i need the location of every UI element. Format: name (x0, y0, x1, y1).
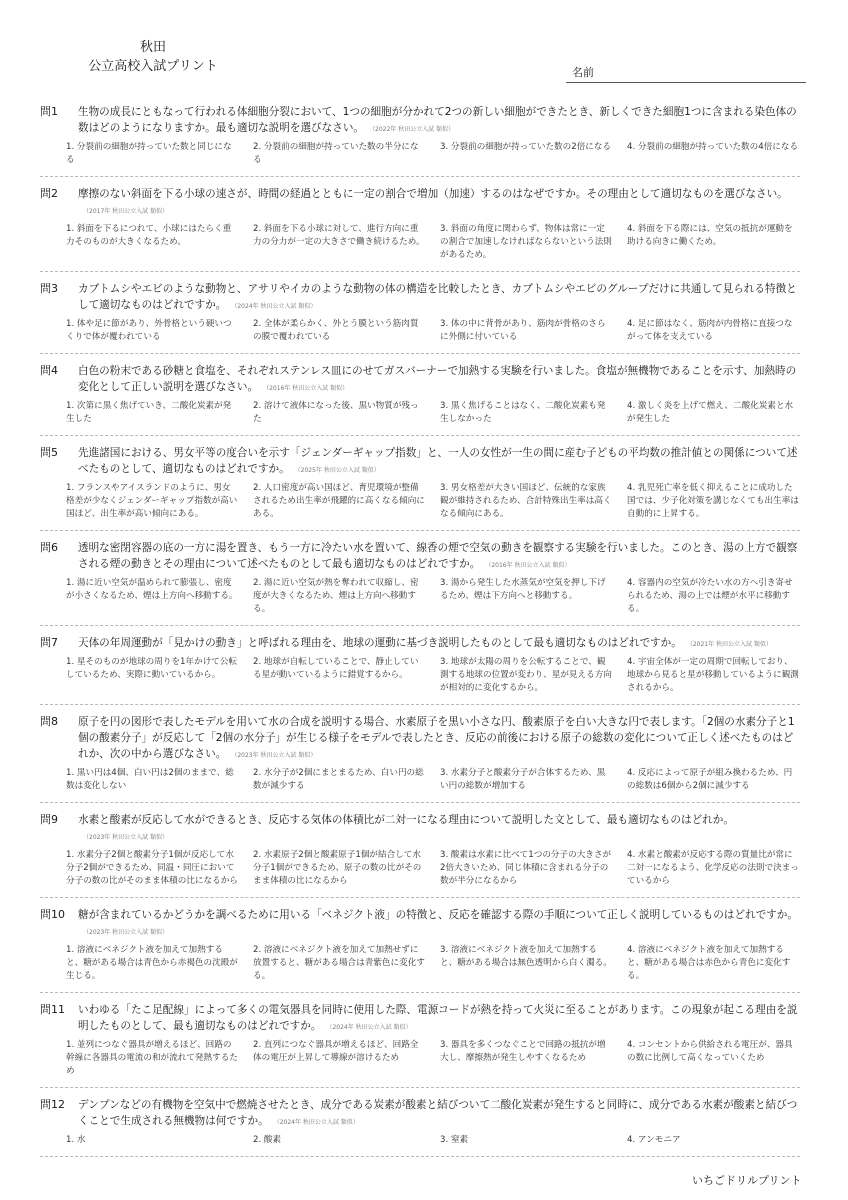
option-row (40, 400, 800, 426)
option-row (40, 849, 800, 888)
question-number: 問7 (40, 636, 58, 649)
option-row (40, 944, 800, 983)
answer-option[interactable]: 4. 乳児死亡率を低く抑えることに成功した国では、少子化対策を講じなくても出生率は自動的に上昇する。 (627, 483, 799, 519)
question-text: いわゆる「たこ足配線」によって多くの電気器具を同時に使用した際、電源コードが熱を持って火災に至ることがあります。この現象が起こる理由を説明したものとして、最も適切なものはどれですか。 (78, 1004, 798, 1032)
answer-option[interactable]: 1. 湯に近い空気が温められて膨張し、密度が小さくなるため、煙は上方向へ移動する。 (66, 578, 238, 601)
answer-option[interactable]: 2. 地球が自転していることで、静止している星が動いているように錯覚するから。 (253, 657, 419, 680)
answer-option[interactable]: 4. コンセントから供給される電圧が、器具の数に比例して高くなっていくため (627, 1040, 793, 1063)
question-source: （2023年 秋田公立入試 類似） (234, 752, 317, 759)
question-list (40, 104, 800, 1166)
question-block (40, 635, 800, 705)
option-row (40, 141, 800, 167)
answer-option[interactable]: 3. 酸素は水素に比べて1つの分子の大きさが2倍大きいため、同じ体積に含まれる分子の数が半分になるから (440, 850, 612, 886)
question-source: （2016年 秋田公立入試 類似） (488, 562, 571, 569)
answer-option[interactable]: 2. 水分子が2個にまとまるため、白い円の総数が減少する (253, 768, 424, 791)
question-stem (40, 812, 800, 846)
answer-option[interactable]: 1. 溶液にベネジクト液を加えて加熱すると、糖がある場合は青色から赤褐色の沈殿が生じる。 (66, 945, 238, 981)
question-number: 問8 (40, 715, 58, 728)
question-text: カブトムシやエビのような動物と、アサリやイカのような動物の体の構造を比較したとき、カブトムシやエビのグループだけに共通して見られる特徴として適切なものはどれですか。 (78, 283, 797, 311)
answer-option[interactable]: 2. 湯に近い空気が熱を奪われて収縮し、密度が大きくなるため、煙は上方向へ移動する。 (253, 578, 419, 614)
question-stem (40, 1002, 800, 1036)
question-number: 問2 (40, 187, 58, 200)
question-source: （2017年 秋田公立入試 類似） (86, 208, 169, 215)
option-row (40, 482, 800, 521)
question-block (40, 1002, 800, 1088)
question-number: 問4 (40, 364, 58, 377)
question-number: 問10 (40, 908, 65, 921)
option-row (40, 1134, 800, 1147)
question-text: 水素と酸素が反応して水ができるとき、反応する気体の体積比が二対一になる理由について説明した文として、最も適切なものはどれか。 (78, 814, 734, 826)
answer-option[interactable]: 2. 溶けて液体になった後、黒い物質が残った (253, 401, 419, 424)
answer-option[interactable]: 1. 斜面を下るにつれて、小球にはたらく重力そのものが大きくなるため。 (66, 224, 232, 247)
question-source: （2024年 秋田公立入試 類似） (276, 1119, 359, 1126)
question-stem (40, 540, 800, 574)
question-block (40, 907, 800, 993)
question-text: 糖が含まれているかどうかを調べるために用いる「ベネジクト液」の特徴と、反応を確認する際の手順について正しく説明しているものはどれですか。 (78, 909, 798, 921)
print-header (58, 38, 248, 76)
question-number: 問3 (40, 282, 58, 295)
answer-option[interactable]: 2. 水素原子2個と酸素原子1個が結合して水分子1個ができるため、原子の数の比がそのまま体積の比になるから (253, 850, 422, 886)
name-field[interactable] (566, 62, 806, 83)
answer-option[interactable]: 1. 分裂前の細胞が持っていた数と同じになる (66, 142, 232, 165)
answer-option[interactable]: 1. 黒い円は4個、白い円は2個のままで、総数は変化しない (66, 768, 234, 791)
answer-option[interactable]: 3. 水素分子と酸素分子が合体するため、黒い円の総数が増加する (440, 768, 606, 791)
question-block (40, 714, 800, 803)
option-row (40, 1039, 800, 1078)
name-label: 名前 (572, 66, 594, 79)
answer-option[interactable]: 1. フランスやアイスランドのように、男女格差が少なくジェンダーギャップ指数が高い国ほど、出生率が高い傾向にある。 (66, 483, 238, 519)
question-block (40, 812, 800, 898)
answer-option[interactable]: 1. 次第に黒く焦げていき、二酸化炭素が発生した (66, 401, 232, 424)
question-source: （2023年 秋田公立入試 類似） (86, 929, 169, 936)
option-row (40, 656, 800, 695)
answer-option[interactable]: 2. 全体が柔らかく、外とう膜という筋肉質の膜で覆われている (253, 319, 419, 342)
option-row (40, 318, 800, 344)
question-source: （2021年 秋田公立入試 類似） (689, 641, 772, 648)
question-source: （2024年 秋田公立入試 類似） (329, 1024, 412, 1031)
question-number: 問9 (40, 813, 58, 826)
answer-option[interactable]: 4. 反応によって原子が組み換わるため、円の総数は6個から2個に減少する (627, 768, 793, 791)
answer-option[interactable]: 2. 斜面を下る小球に対して、進行方向に重力の分力が一定の大きさで働き続けるため。 (253, 224, 425, 247)
question-stem (40, 445, 800, 479)
question-text: デンプンなどの有機物を空気中で燃焼させたとき、成分である炭素が酸素と結びついて二酸化炭素が発生すると同時に、成分である水素が酸素と結びつくことで生成される無機物は何ですか。 (78, 1099, 798, 1127)
question-stem (40, 363, 800, 397)
answer-option[interactable]: 3. 体の中に背骨があり、筋肉が骨格のさらに外側に付いている (440, 319, 606, 342)
question-source: （2016年 秋田公立入試 類似） (266, 385, 349, 392)
question-number: 問11 (40, 1003, 65, 1016)
question-number: 問6 (40, 541, 58, 554)
question-source: （2025年 秋田公立入試 類似） (297, 467, 380, 474)
answer-option[interactable]: 4. 宇宙全体が一定の周期で回転しており、地球から見ると星が移動しているように観測されるから。 (627, 657, 799, 693)
question-block (40, 186, 800, 272)
question-text: 先進諸国における、男女平等の度合いを示す「ジェンダーギャップ指数」と、一人の女性が一生の間に産む子どもの平均数の推計値との関係について述べたものとして、適切なものはどれですか。 (78, 447, 798, 475)
answer-option[interactable]: 1. 水 (66, 1135, 86, 1145)
answer-option[interactable]: 1. 水素分子2個と酸素分子1個が反応して水分子2個ができるため、同温・同圧において分子の数の比がそのまま体積の比になるから (66, 850, 238, 886)
answer-option[interactable]: 3. 器具を多くつなぐことで回路の抵抗が増大し、摩擦熱が発生しやすくなるため (440, 1040, 606, 1063)
question-block (40, 104, 800, 177)
question-stem (40, 281, 800, 315)
question-text: 原子を円の図形で表したモデルを用いて水の合成を説明する場合、水素原子を黒い小さな円、酸素原子を白い大きな円で表します。「2個の水素分子と1個の酸素分子」が反応して「2個の水分子」が生じる様子をモデルで表したとき、反応の前後における原子の総数の変化について正しく述べたものはどれか、次の中から選びなさい。 (78, 716, 795, 760)
question-text: 生物の成長にともなって行われる体細胞分裂において、1つの細胞が分かれて2つの新しい細胞ができたとき、新しくできた細胞1つに含まれる染色体の数はどのようになりますか。最も適切な説明を選びなさい。 (78, 106, 797, 134)
question-block (40, 445, 800, 531)
answer-option[interactable]: 4. アンモニア (627, 1135, 681, 1145)
answer-option[interactable]: 2. 分裂前の細胞が持っていた数の半分になる (253, 142, 419, 165)
option-row (40, 767, 800, 793)
answer-option[interactable]: 2. 人口密度が高い国ほど、育児環境が整備されるため出生率が飛躍的に高くなる傾向にある。 (253, 483, 425, 519)
answer-option[interactable]: 4. 足に節はなく、筋肉が内骨格に直接つながって体を支えている (627, 319, 793, 342)
answer-option[interactable]: 2. 酸素 (253, 1135, 282, 1145)
question-text: 透明な密閉容器の底の一方に湯を置き、もう一方に冷たい水を置いて、線香の煙で空気の動きを観察する実験を行いました。このとき、湯の上方で観察される煙の動きとその理由について述べたものとして最も適切なものはどれですか。 (78, 542, 798, 570)
question-block (40, 363, 800, 436)
answer-option[interactable]: 3. 斜面の角度に関わらず、物体は常に一定の割合で加速しなければならないという法則があるため。 (440, 224, 612, 260)
option-row (40, 577, 800, 616)
question-stem (40, 635, 800, 653)
question-block (40, 281, 800, 354)
answer-option[interactable]: 3. 窒素 (440, 1135, 469, 1145)
question-number: 問1 (40, 105, 58, 118)
answer-option[interactable]: 4. 溶液にベネジクト液を加えて加熱すると、糖がある場合は赤色から青色に変化する。 (627, 945, 791, 981)
answer-option[interactable]: 2. 直列につなぐ器具が増えるほど、回路全体の電圧が上昇して導線が溶けるため (253, 1040, 419, 1063)
answer-option[interactable]: 4. 水素と酸素が反応する際の質量比が常に二対一になるよう、化学反応の法則で決まっているから (627, 850, 799, 886)
region-label: 秋田 (139, 40, 166, 55)
answer-option[interactable]: 3. 地球が太陽の周りを公転することで、観測する地球の位置が変わり、星が見える方向が相対的に変化するから。 (440, 657, 612, 693)
question-block (40, 540, 800, 626)
page-title: 公立高校入試プリント (88, 59, 218, 74)
answer-option[interactable]: 4. 容器内の空気が冷たい水の方へ引き寄せられるため、湯の上では煙が水平に移動する。 (627, 578, 793, 614)
question-source: （2023年 秋田公立入試 類似） (86, 834, 169, 841)
question-stem (40, 907, 800, 941)
question-number: 問12 (40, 1098, 65, 1111)
question-stem (40, 1097, 800, 1131)
answer-option[interactable]: 1. 星そのものが地球の周りを1年かけて公転しているため、実際に動いているから。 (66, 657, 238, 680)
footer-brand: いちごドリルプリント (692, 1174, 802, 1187)
question-source: （2022年 秋田公立入試 類似） (372, 126, 455, 133)
answer-option[interactable]: 4. 分裂前の細胞が持っていた数の4倍になる (627, 142, 799, 152)
answer-option[interactable]: 4. 斜面を下る際には、空気の抵抗が運動を助ける向きに働くため。 (627, 224, 793, 247)
answer-option[interactable]: 3. 湯から発生した水蒸気が空気を押し下げるため、煙は下方向へと移動する。 (440, 578, 606, 601)
answer-option[interactable]: 1. 並列につなぐ器具が増えるほど、回路の幹線に各器具の電流の和が流れて発熱するため (66, 1040, 238, 1076)
answer-option[interactable]: 3. 黒く焦げることはなく、二酸化炭素も発生しなかった (440, 401, 606, 424)
question-stem (40, 104, 800, 138)
question-source: （2024年 秋田公立入試 類似） (234, 303, 317, 310)
answer-option[interactable]: 2. 溶液にベネジクト液を加えて加熱せずに放置すると、糖がある場合は青紫色に変化する。 (253, 945, 425, 981)
answer-option[interactable]: 3. 分裂前の細胞が持っていた数の2倍になる (440, 142, 612, 152)
question-stem (40, 186, 800, 220)
question-stem (40, 714, 800, 764)
answer-option[interactable]: 3. 男女格差が大きい国ほど、伝統的な家族観が維持されるため、合計特殊出生率は高くなる傾向にある。 (440, 483, 612, 519)
question-text: 天体の年周運動が「見かけの動き」と呼ばれる理由を、地球の運動に基づき説明したものとして最も適切なものはどれですか。 (78, 637, 682, 649)
question-block (40, 1097, 800, 1157)
question-text: 白色の粉末である砂糖と食塩を、それぞれステンレス皿にのせてガスバーナーで加熱する実験を行いました。食塩が無機物であることを示す、加熱時の変化として正しい説明を選びなさい。 (78, 365, 797, 393)
question-text: 摩擦のない斜面を下る小球の速さが、時間の経過とともに一定の割合で増加（加速）するのはなぜですか。その理由として適切なものを選びなさい。 (78, 188, 788, 200)
answer-option[interactable]: 3. 溶液にベネジクト液を加えて加熱すると、糖がある場合は無色透明から白く濁る。 (440, 945, 612, 968)
option-row (40, 223, 800, 262)
answer-option[interactable]: 1. 体や足に節があり、外骨格という硬いつくりで体が覆われている (66, 319, 232, 342)
question-number: 問5 (40, 446, 58, 459)
answer-option[interactable]: 4. 激しく炎を上げて燃え、二酸化炭素と水が発生した (627, 401, 794, 424)
